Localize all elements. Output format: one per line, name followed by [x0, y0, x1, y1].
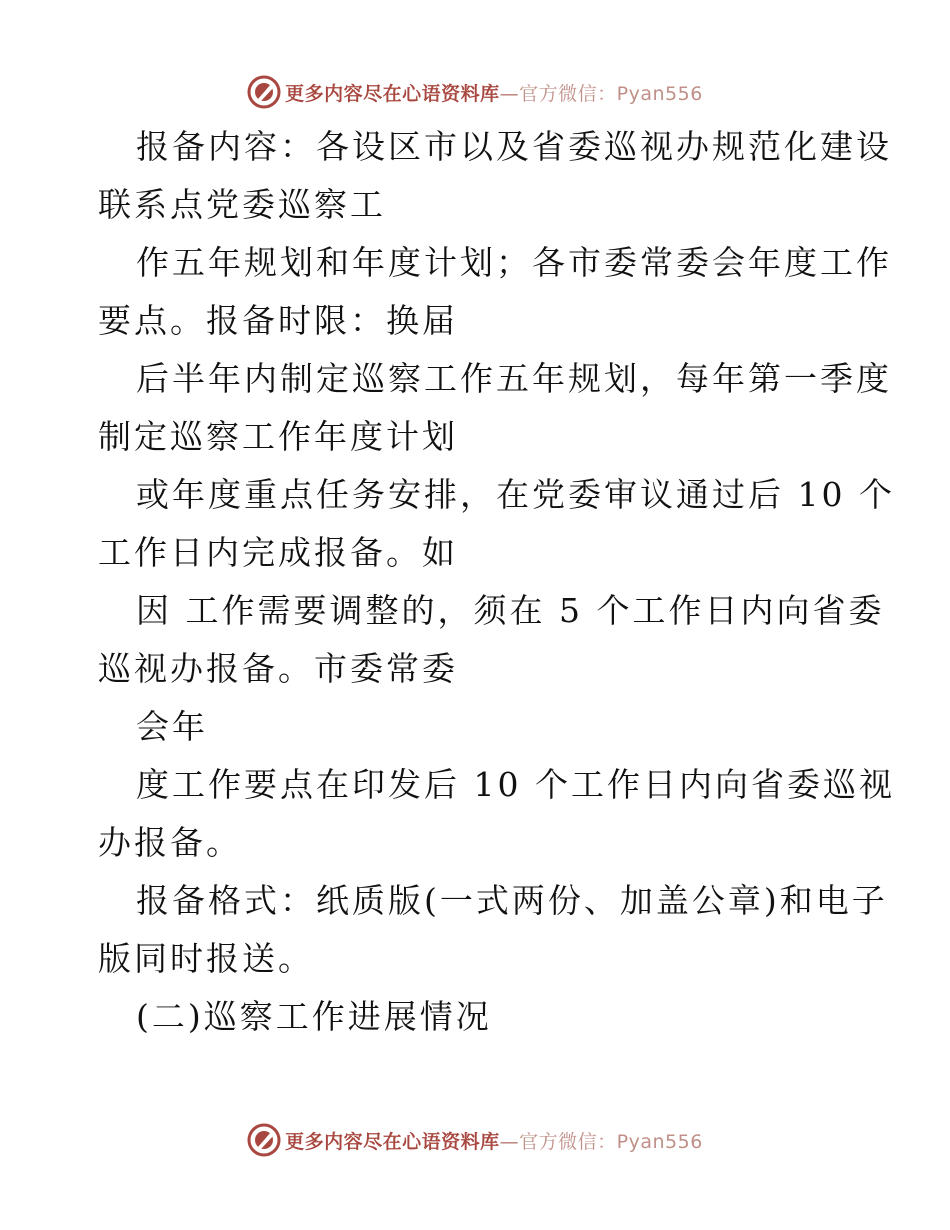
pen-logo-icon — [247, 75, 281, 109]
footer-banner-inner — [247, 1123, 703, 1157]
header-banner-inner — [247, 75, 703, 109]
footer-brand-text: 更多内容尽在心语资料库 — [285, 1130, 500, 1153]
text-line: 制定巡察工作年度计划 — [98, 417, 458, 456]
text-line: 因 工作需要调整的，须在 5 个工作日内向省委 — [136, 591, 885, 630]
text-line: 作五年规划和年度计划；各市委常委会年度工作 — [136, 243, 892, 282]
footer-banner-text — [285, 1127, 703, 1154]
text-line: 会年 — [136, 707, 208, 746]
text-line: 报备格式：纸质版(一式两份、加盖公章)和电子 — [136, 881, 888, 920]
text-line: 办报备。 — [98, 823, 242, 862]
text-line: 或年度重点任务安排，在党委审议通过后 10 个 — [136, 475, 895, 514]
text-line: 版同时报送。 — [98, 939, 314, 978]
footer-banner — [0, 1120, 950, 1160]
text-line: 后半年内制定巡察工作五年规划，每年第一季度 — [136, 359, 892, 398]
text-line: 要点。报备时限：换届 — [98, 301, 458, 340]
text-line: 联系点党委巡察工 — [98, 185, 386, 224]
header-brand-text: 更多内容尽在心语资料库 — [285, 82, 500, 105]
text-line: 度工作要点在印发后 10 个工作日内向省委巡视 — [136, 765, 895, 804]
pen-logo-icon — [247, 1123, 281, 1157]
header-banner — [0, 72, 950, 112]
document-body — [98, 118, 895, 1046]
header-banner-text — [285, 79, 703, 106]
section-heading: (二)巡察工作进展情况 — [136, 997, 492, 1036]
footer-wechat-text: 官方微信：Pyan556 — [519, 1130, 703, 1153]
header-wechat-text: 官方微信：Pyan556 — [519, 82, 703, 105]
text-line: 报备内容：各设区市以及省委巡视办规范化建设 — [136, 127, 892, 166]
text-line: 工作日内完成报备。如 — [98, 533, 458, 572]
text-line: 巡视办报备。市委常委 — [98, 649, 458, 688]
header-separator: — — [499, 82, 520, 105]
footer-separator: — — [499, 1130, 520, 1153]
